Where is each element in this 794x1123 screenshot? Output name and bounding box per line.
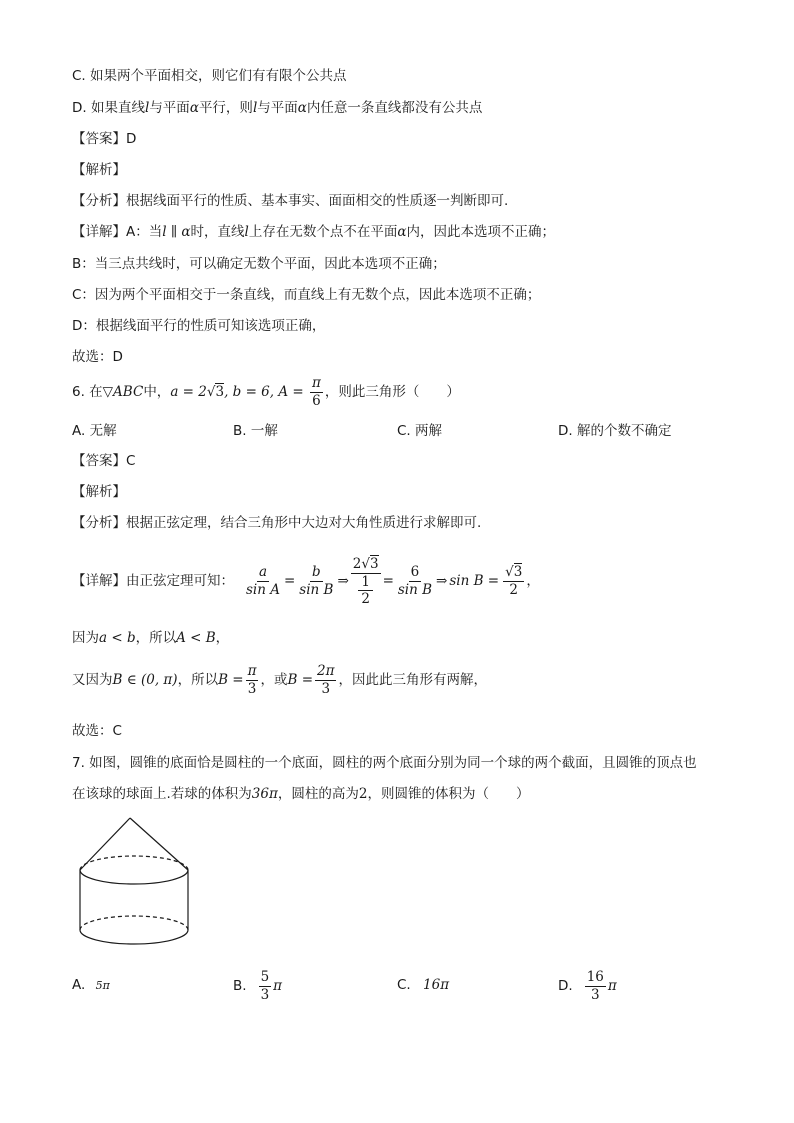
sqrt-3: 3 bbox=[215, 384, 225, 400]
because-suffix: ， bbox=[215, 630, 230, 646]
because-expr2: A < B bbox=[176, 630, 216, 646]
q6-detail-prefix: 【详解】由正弦定理可知： bbox=[72, 573, 234, 589]
fraction-pi-3 bbox=[246, 663, 259, 698]
line-l-symbol: l bbox=[162, 224, 167, 240]
q7-option-b bbox=[233, 966, 282, 1006]
line-l-symbol: l bbox=[144, 100, 150, 116]
option-value: 5π bbox=[95, 979, 110, 992]
detail-c: C：因为两个平面相交于一条直线，而直线上有无数个点，因此本选项不正确； bbox=[72, 287, 541, 303]
implies-arrow: ⇒ bbox=[337, 573, 349, 589]
q6-option-a: A. 无解 bbox=[72, 423, 117, 439]
option-d-mid1: 与平面 bbox=[149, 100, 190, 116]
plane-alpha-symbol: α bbox=[189, 100, 199, 116]
fraction-denominator: sin B bbox=[397, 581, 433, 598]
line-l-symbol: l bbox=[252, 100, 258, 116]
plane-alpha-symbol: α bbox=[397, 224, 407, 240]
option-c: C. 如果两个平面相交，则它们有有限个公共点 bbox=[72, 68, 347, 84]
answer-label: 【答案】D bbox=[72, 131, 137, 147]
detail-mid2: 上存在无数个点不在平面 bbox=[248, 224, 398, 240]
fraction-6-sinB bbox=[396, 564, 434, 599]
option-d-suffix: 内任意一条直线都没有公共点 bbox=[306, 100, 483, 116]
option-d-prefix: D. 如果直线 bbox=[72, 100, 145, 116]
because-prefix: 因为 bbox=[72, 630, 99, 646]
detail-a bbox=[72, 222, 555, 242]
implies-arrow: ⇒ bbox=[436, 573, 448, 589]
option-d-mid3: 与平面 bbox=[257, 100, 298, 116]
plane-alpha-symbol: α bbox=[181, 224, 191, 240]
fraction-5-3 bbox=[259, 969, 272, 1004]
fraction-denominator: sin A bbox=[246, 581, 280, 598]
q6-prefix: 6. 在 bbox=[72, 384, 103, 400]
fraction-numerator: 6 bbox=[410, 563, 420, 580]
fraction-2pi-3 bbox=[315, 663, 336, 698]
q6-option-c: C. 两解 bbox=[397, 423, 443, 439]
sqrt-3: 3 bbox=[369, 555, 379, 572]
cone-right-edge bbox=[130, 818, 188, 870]
fraction-numerator: π bbox=[247, 662, 257, 679]
triangle-abc: ▽ABC bbox=[102, 384, 144, 400]
q7-option-d bbox=[558, 966, 617, 1006]
fenxi-text: 【分析】根据线面平行的性质、基本事实、面面相交的性质逐一判断即可. bbox=[72, 193, 509, 209]
cone-cylinder-diagram bbox=[74, 812, 198, 948]
q7-option-c bbox=[397, 975, 449, 995]
fraction-numerator: a bbox=[258, 563, 268, 580]
q6-option-d: D. 解的个数不确定 bbox=[558, 423, 672, 439]
q7-stem-line1: 7. 如图，圆锥的底面恰是圆柱的一个底面，圆柱的两个底面分别为同一个球的两个截面，且圆锥的顶点也 bbox=[72, 755, 697, 771]
also-mid: ，所以 bbox=[177, 672, 219, 688]
q7-line2-mid: ，圆柱的高为 bbox=[277, 786, 359, 802]
q6-suffix: ，则此三角形（ ） bbox=[324, 384, 460, 400]
q6-fraction-pi-6 bbox=[310, 375, 323, 410]
q7-line2-prefix: 在该球的球面上.若球的体积为 bbox=[72, 786, 252, 802]
q6-stem: 6. 在▽ABC中，a = 2√3, b = 6, A = $\frac{\pi}{6}$ ，则此三角形（ ） bbox=[72, 374, 460, 409]
fraction-16-3 bbox=[585, 969, 606, 1004]
equals-sign: = bbox=[382, 573, 394, 589]
because-expr: a < b bbox=[99, 630, 136, 646]
bottom-ellipse-front bbox=[80, 930, 188, 944]
detail-mid: 时，直线 bbox=[190, 224, 245, 240]
q6-also bbox=[72, 662, 487, 698]
parallel-symbol: ∥ bbox=[170, 224, 178, 240]
fraction-denominator: 3 bbox=[321, 680, 331, 697]
q7-volume: 36π bbox=[251, 786, 278, 802]
fraction-b-sinB bbox=[297, 564, 335, 599]
also-expr: B ∈ (0, π) bbox=[112, 672, 178, 688]
also-prefix: 又因为 bbox=[72, 672, 113, 688]
fraction-denominator: 3 bbox=[260, 986, 270, 1003]
fraction-sqrt3-2: $\frac{√3}{2}$ bbox=[505, 563, 523, 598]
fraction-a-sinA bbox=[244, 564, 282, 599]
option-d-mid2: 平行，则 bbox=[198, 100, 253, 116]
q6-mid: 中， bbox=[143, 384, 171, 400]
plane-alpha-symbol: α bbox=[297, 100, 307, 116]
also-B2: B = bbox=[287, 672, 314, 688]
detail-prefix: 【详解】A：当 bbox=[72, 224, 163, 240]
fraction-denominator: 3 bbox=[590, 986, 600, 1003]
detail-suffix: 内，因此本选项不正确； bbox=[406, 224, 555, 240]
fraction-denominator: 2 bbox=[509, 581, 518, 598]
option-label: C. bbox=[397, 977, 411, 993]
option-label: D. bbox=[558, 978, 573, 994]
half-numerator: 1 bbox=[358, 574, 373, 591]
fraction-numerator: b bbox=[312, 563, 321, 580]
q7-height: 2 bbox=[358, 786, 368, 802]
line-l-symbol: l bbox=[244, 224, 249, 240]
q6-option-b: B. 一解 bbox=[233, 423, 278, 439]
pi-symbol: π bbox=[607, 978, 617, 994]
q6-answer: 【答案】C bbox=[72, 453, 136, 469]
fraction-denominator: 6 bbox=[312, 392, 321, 409]
option-value: 16π bbox=[423, 977, 450, 993]
coef-2: 2 bbox=[352, 555, 362, 572]
fraction-numerator: 5 bbox=[260, 968, 270, 985]
cone-left-edge bbox=[80, 818, 130, 870]
pi-symbol: π bbox=[273, 978, 283, 994]
cone-cylinder-figure bbox=[74, 812, 198, 952]
q6-cond-a: a = 2 bbox=[170, 384, 207, 400]
because-mid: ，所以 bbox=[135, 630, 177, 646]
option-d bbox=[72, 98, 482, 118]
fraction-denominator: sin B bbox=[299, 581, 334, 598]
fraction-2sqrt3-half: $\frac{2√3}{\frac{1}{2}}$ bbox=[352, 555, 379, 607]
detail-d: D：根据线面平行的性质可知该选项正确， bbox=[72, 318, 326, 334]
q6-because bbox=[72, 628, 229, 648]
top-ellipse-back bbox=[80, 856, 188, 870]
also-suffix: ，因此此三角形有两解， bbox=[338, 672, 487, 688]
q6-fenxi: 【分析】根据正弦定理，结合三角形中大边对大角性质进行求解即可. bbox=[72, 515, 482, 531]
also-or: ，或 bbox=[260, 672, 288, 688]
analysis-label: 【解析】 bbox=[72, 162, 126, 178]
option-label: B. bbox=[233, 978, 247, 994]
fraction-denominator: 3 bbox=[247, 680, 257, 697]
top-ellipse-front bbox=[80, 870, 188, 884]
equals-sign: = bbox=[283, 573, 296, 589]
sqrt-3: 3 bbox=[513, 563, 523, 580]
q7-option-a bbox=[72, 975, 110, 996]
q7-line2-suffix: ，则圆锥的体积为（ ） bbox=[367, 786, 530, 802]
fraction-numerator: 16 bbox=[586, 968, 604, 985]
also-B1: B = bbox=[218, 672, 244, 688]
q6-detail-equation: 【详解】由正弦定理可知： $\frac{a}{\text{sin A}}$ = $\frac{b}{\text{sin B}}$ ⇒ $\frac{2√3}{\frac{1}{2}}$ = $\frac{6}{\text{sin B}}$ ⇒ sin B = $\frac{√3}{2}$ ， bbox=[72, 555, 540, 607]
q6-choose: 故选：C bbox=[72, 723, 122, 739]
half-denominator: 2 bbox=[361, 590, 370, 607]
choose-text: 故选：D bbox=[72, 349, 123, 365]
q7-stem-line2 bbox=[72, 784, 529, 804]
q6-analysis-label: 【解析】 bbox=[72, 484, 126, 500]
sinB-equals: sin B = bbox=[449, 573, 500, 589]
fraction-numerator: 2π bbox=[317, 662, 335, 679]
detail-b: B：当三点共线时，可以确定无数个平面，因此本选项不正确； bbox=[72, 256, 446, 272]
fraction-numerator: π bbox=[312, 374, 321, 391]
q6-cond-b: , b = 6, A = bbox=[224, 384, 304, 400]
option-label: A. bbox=[72, 977, 86, 993]
bottom-ellipse-back bbox=[80, 916, 188, 930]
